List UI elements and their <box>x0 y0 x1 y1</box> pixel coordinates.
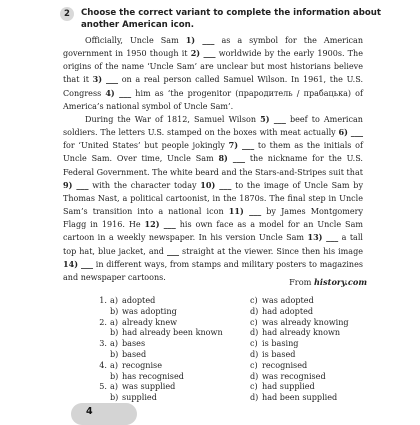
gap-3: 3) ___ <box>92 74 119 85</box>
passage-text: the nickname for the U.S. Federal Government. The white beard and the Stars-and-Stripes suit that <box>63 154 363 177</box>
passage-text: Officially, Uncle Sam <box>85 36 186 45</box>
option-row <box>250 371 390 382</box>
option-text: was recognised <box>262 370 326 381</box>
page-number-tab <box>71 403 137 425</box>
gap-12: 12) ___ <box>144 219 176 230</box>
option-letter: d) <box>250 327 259 338</box>
option-letter: d) <box>250 370 259 381</box>
option-letter: c) <box>250 295 258 305</box>
option-row <box>93 317 243 328</box>
option-row <box>93 306 243 317</box>
gap-7: 7) ___ <box>228 140 255 151</box>
gap-2: 2) ___ <box>190 48 216 59</box>
option-text: is basing <box>262 338 299 349</box>
option-letter: b) <box>110 392 119 403</box>
option-letter: b) <box>110 370 119 381</box>
gap-9: 9) ___ <box>63 179 89 190</box>
passage-text: beef to American soldiers. The letters U.S. stamped on the boxes with meat actually <box>63 114 363 138</box>
gap-13: 13) ___ <box>307 232 339 243</box>
passage-text: worldwide by the early 1900s. The origins of the name ‘Uncle Sam’ are unclear but most historians believe that it <box>63 49 363 85</box>
option-row <box>250 306 390 317</box>
source-site: history.com <box>313 277 367 287</box>
option-text: adopted <box>122 295 156 305</box>
gap-unnumbered: ___ <box>166 245 180 256</box>
option-row <box>250 392 390 403</box>
option-text: had adopted <box>262 305 314 316</box>
option-letter: d) <box>250 348 259 359</box>
passage-text: in different ways, from stamps and military posters to magazines and newspaper cartoons. <box>63 259 363 282</box>
option-text: is based <box>262 348 296 359</box>
option-letter: a) <box>110 359 118 370</box>
option-text: was adopted <box>262 295 314 305</box>
passage-text: During the War of 1812, Samuel Wilson <box>85 114 261 124</box>
passage-text: by James Montgomery Flagg in 1916. He <box>63 207 363 230</box>
option-text: based <box>122 348 147 359</box>
paragraph-1 <box>63 34 363 113</box>
option-text: already knew <box>122 316 178 327</box>
option-letter: c) <box>250 359 258 370</box>
source-credit <box>63 276 367 288</box>
passage-text: to the image of Uncle Sam by Thomas Nast, a political cartoonist, in the 1870s. The final step in Uncle Sam’s transition into a national icon <box>63 180 363 217</box>
option-row <box>250 338 390 349</box>
option-row <box>250 349 390 360</box>
task-number-badge: 2 <box>60 7 74 21</box>
gap-11: 11) ___ <box>228 206 262 217</box>
option-text: supplied <box>122 392 157 403</box>
question-number: 5. <box>99 381 107 392</box>
option-text: recognise <box>122 359 162 370</box>
answer-options-left <box>93 295 243 403</box>
task-instruction: Choose the correct variant to complete the information about another American icon. <box>81 8 382 30</box>
option-text: has recognised <box>122 370 184 381</box>
option-letter: a) <box>110 381 118 392</box>
gap-4: 4) ___ <box>105 87 132 98</box>
option-row <box>93 360 243 371</box>
gap-5: 5) ___ <box>260 113 286 124</box>
gap-6: 6) ___ <box>338 127 363 138</box>
option-text: recognised <box>262 359 308 370</box>
question-number: 4. <box>99 359 107 370</box>
passage-text: straight at the viewer. Since then his image <box>179 246 363 256</box>
option-letter: a) <box>110 316 118 327</box>
option-text: bases <box>122 338 146 349</box>
reading-passage <box>63 34 363 284</box>
paragraph-2 <box>63 113 363 284</box>
page-number: 4 <box>86 406 93 417</box>
option-letter: c) <box>250 338 258 349</box>
option-row <box>93 327 243 338</box>
option-letter: d) <box>250 392 259 403</box>
passage-text: for ‘United States’ but people jokingly <box>63 141 229 151</box>
passage-text: his own face as a model for an Uncle Sam cartoon in a weekly newspaper. In his version Uncle Sam <box>63 220 363 243</box>
option-letter: c) <box>250 316 258 327</box>
passage-text: to them as the initials of Uncle Sam. Over time, Uncle Sam <box>63 141 363 164</box>
passage-text: him as ‘the progenitor (прародитель / прабацька) of America’s national symbol of Uncle Sam’. <box>63 88 363 111</box>
option-row <box>93 338 243 349</box>
gap-14: 14) ___ <box>63 258 94 269</box>
source-prefix: From <box>289 277 314 287</box>
option-row <box>93 349 243 360</box>
option-letter: a) <box>110 295 118 305</box>
passage-text: a tall top hat, blue jacket, and <box>63 233 364 256</box>
option-letter: b) <box>110 348 119 359</box>
option-letter: b) <box>110 305 119 316</box>
option-row <box>93 371 243 382</box>
option-letter: d) <box>250 305 259 316</box>
option-row <box>93 392 243 403</box>
option-row <box>250 360 390 371</box>
task-header <box>60 7 390 31</box>
option-text: had been supplied <box>262 392 338 403</box>
option-row <box>250 317 390 328</box>
option-text: was already knowing <box>262 316 349 327</box>
option-letter: a) <box>110 338 118 349</box>
option-row <box>250 327 390 338</box>
option-text: was adopting <box>122 305 177 316</box>
option-row <box>93 381 243 392</box>
gap-8: 8) ___ <box>218 153 245 164</box>
option-row <box>250 381 390 392</box>
passage-text: with the character today <box>88 180 201 190</box>
option-row <box>93 295 243 306</box>
question-number: 2. <box>99 316 107 327</box>
option-text: had already been known <box>122 327 223 338</box>
passage-text: on a real person called Samuel Wilson. In 1961, the U.S. Congress <box>63 75 364 98</box>
option-letter: c) <box>250 381 258 392</box>
question-number: 1. <box>99 295 107 305</box>
option-text: had already known <box>262 327 341 338</box>
option-row <box>250 295 390 306</box>
gap-1: 1) ___ <box>185 35 215 45</box>
gap-10: 10) ___ <box>200 179 232 190</box>
passage-text: as a symbol for the American government in 1950 though it <box>63 36 364 59</box>
option-text: had supplied <box>262 381 315 392</box>
answer-options-right <box>250 295 390 403</box>
option-text: was supplied <box>122 381 176 392</box>
question-number: 3. <box>99 338 107 349</box>
option-letter: b) <box>110 327 119 338</box>
